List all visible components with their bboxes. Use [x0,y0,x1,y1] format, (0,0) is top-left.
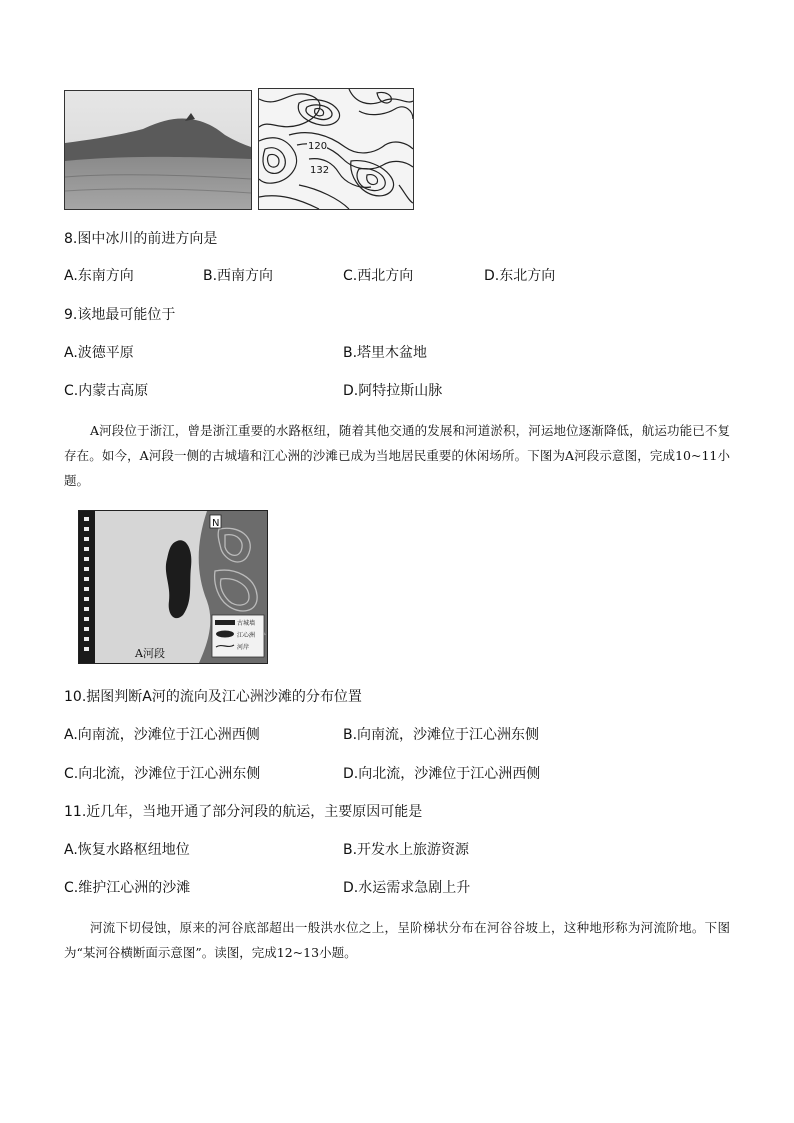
question-11-option-a[interactable]: A.恢复水路枢纽地位 [64,842,190,858]
question-11-option-d[interactable]: D.水运需求急剧上升 [343,880,471,896]
question-8-stem: 8.图中冰川的前进方向是 [64,231,218,247]
question-10-option-a[interactable]: A.向南流，沙滩位于江心洲西侧 [64,727,260,743]
question-9-option-c[interactable]: C.内蒙古高原 [64,383,149,399]
question-10-option-b[interactable]: B.向南流，沙滩位于江心洲东侧 [343,727,540,743]
glacier-photo [64,90,252,210]
contour-lines-image [259,89,413,209]
passage-river-a: A河段位于浙江，曾是浙江重要的水路枢纽，随着其他交通的发展和河道淤积，河运地位逐渐降低，航运功能已不复存在。如今，A河段一侧的古城墙和江心洲的沙滩已成为当地居民重要的休闲场所。下图为A河段示意图，完成10~11小题。 [64,423,730,488]
question-8-option-c[interactable]: C.西北方向 [343,268,414,284]
question-11-option-c[interactable]: C.维护江心洲的沙滩 [64,880,191,896]
question-10-option-d[interactable]: D.向北流，沙滩位于江心洲西侧 [343,766,541,782]
landscape-photo-image [65,91,251,209]
question-11-option-b[interactable]: B.开发水上旅游资源 [343,842,470,858]
river-map-image [79,511,267,663]
question-10-stem: 10.据图判断A河的流向及江心洲沙滩的分布位置 [64,689,362,705]
question-9-option-b[interactable]: B.塔里木盆地 [343,345,428,361]
question-10-option-c[interactable]: C.向北流，沙滩位于江心洲东侧 [64,766,261,782]
north-arrow-icon: N [212,518,220,529]
passage-river-terrace: 河流下切侵蚀，原来的河谷底部超出一般洪水位之上，呈阶梯状分布在河谷谷坡上，这种地形称为河流阶地。下图为“某河谷横断面示意图”。读图，完成12~13小题。 [64,920,730,960]
river-section-label: A河段 [135,647,165,660]
contour-label-132: 132 [310,165,330,176]
legend-island: 江心洲 [237,632,256,639]
contour-map [258,88,414,210]
question-9-stem: 9.该地最可能位于 [64,307,176,323]
contour-label-120: 120 [308,141,328,152]
river-section-map [78,510,268,664]
question-8-option-b[interactable]: B.西南方向 [203,268,274,284]
question-9-option-d[interactable]: D.阿特拉斯山脉 [343,383,443,399]
question-11-stem: 11.近几年，当地开通了部分河段的航运，主要原因可能是 [64,804,423,820]
legend-city-wall: 古城墙 [237,620,256,627]
legend-river-bank: 河岸 [237,644,250,651]
question-9-option-a[interactable]: A.波德平原 [64,345,134,361]
question-8-option-d[interactable]: D.东北方向 [484,268,556,284]
question-8-option-a[interactable]: A.东南方向 [64,268,134,284]
